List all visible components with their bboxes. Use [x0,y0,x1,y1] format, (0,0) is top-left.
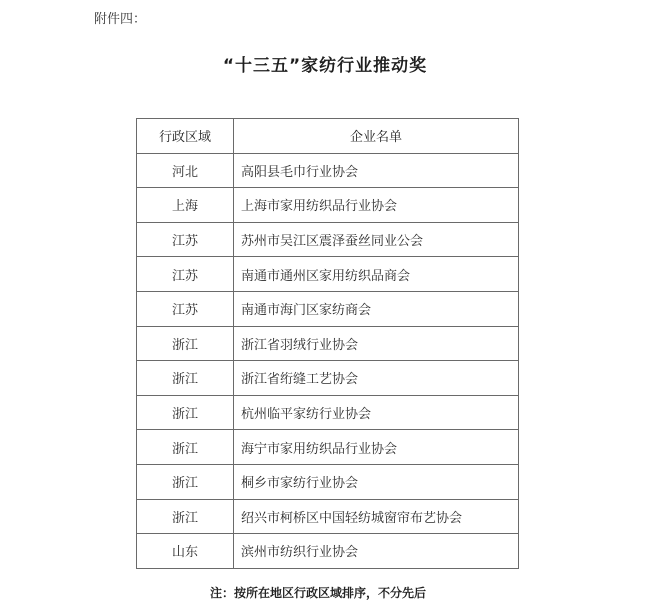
company-cell: 海宁市家用纺织品行业协会 [234,430,519,465]
company-cell: 浙江省绗缝工艺协会 [234,361,519,396]
region-cell: 江苏 [137,257,234,292]
region-cell: 河北 [137,153,234,188]
company-cell: 高阳县毛巾行业协会 [234,153,519,188]
region-cell: 江苏 [137,291,234,326]
company-cell: 绍兴市柯桥区中国轻纺城窗帘布艺协会 [234,499,519,534]
region-cell: 浙江 [137,499,234,534]
region-cell: 浙江 [137,395,234,430]
table-row [137,326,519,361]
table-row [137,222,519,257]
table-row [137,291,519,326]
region-cell: 浙江 [137,326,234,361]
header-company-list: 企业名单 [234,119,519,154]
region-cell: 浙江 [137,430,234,465]
award-table [136,118,519,569]
region-cell: 浙江 [137,361,234,396]
attachment-label: 附件四： [94,12,147,27]
company-cell: 桐乡市家纺行业协会 [234,464,519,499]
table-header-row [137,119,519,154]
company-cell: 杭州临平家纺行业协会 [234,395,519,430]
header-region: 行政区域 [137,119,234,154]
footnote: 注：按所在地区行政区域排序，不分先后 [210,586,427,600]
table-row [137,361,519,396]
region-cell: 上海 [137,188,234,223]
company-cell: 上海市家用纺织品行业协会 [234,188,519,223]
table-row [137,534,519,569]
table-row [137,499,519,534]
region-cell: 山东 [137,534,234,569]
region-cell: 江苏 [137,222,234,257]
table-row [137,257,519,292]
table-row [137,188,519,223]
region-cell: 浙江 [137,464,234,499]
company-cell: 滨州市纺织行业协会 [234,534,519,569]
company-cell: 浙江省羽绒行业协会 [234,326,519,361]
company-cell: 苏州市吴江区震泽蚕丝同业公会 [234,222,519,257]
table-row [137,464,519,499]
company-cell: 南通市海门区家纺商会 [234,291,519,326]
company-cell: 南通市通州区家用纺织品商会 [234,257,519,292]
table-row [137,153,519,188]
table-row [137,395,519,430]
table-row [137,430,519,465]
document-title: “十三五”家纺行业推动奖 [222,56,428,76]
